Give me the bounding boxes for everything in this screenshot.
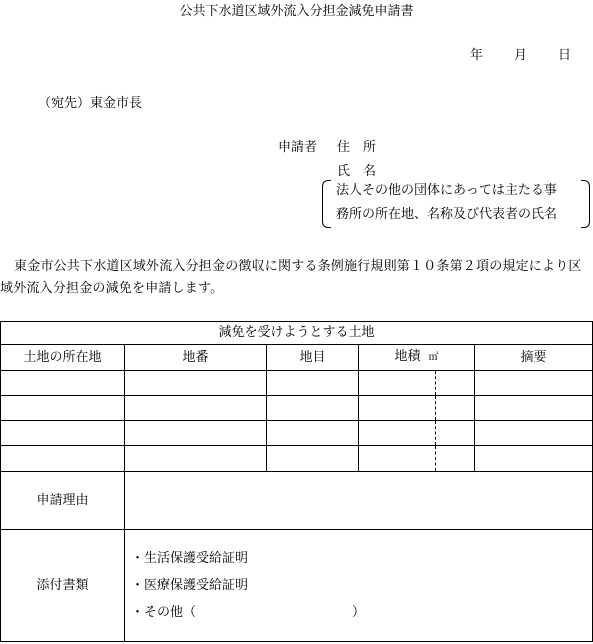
attachment-item: ・生活保護受給証明 xyxy=(131,551,249,566)
land-category-cell[interactable] xyxy=(267,421,359,446)
document-title: 公共下水道区域外流入分担金減免申請書 xyxy=(179,4,414,19)
corporation-note-line-2: 務所の所在地、名称及び代表者の氏名 xyxy=(336,207,558,222)
area-decimal-divider xyxy=(435,421,436,445)
date-month: 月 xyxy=(514,48,528,63)
bracket-left xyxy=(322,180,331,228)
date-day: 日 xyxy=(558,48,572,63)
bracket-right xyxy=(581,180,590,228)
body-paragraph: 東金市公共下水道区域外流入分担金の徴収に関する条例施行規則第１０条第２項の規定により区域外流入分担金の減免を申請します。 xyxy=(0,259,582,296)
table-row xyxy=(1,371,593,396)
attachment-item: ・医療保護受給証明 xyxy=(131,578,249,593)
corporation-note-line-1: 法人その他の団体にあっては主たる事 xyxy=(336,183,557,198)
lot-number-cell[interactable] xyxy=(125,446,267,472)
header-lot-number: 地番 xyxy=(125,345,267,371)
location-cell[interactable] xyxy=(1,446,125,472)
reason-field[interactable] xyxy=(125,472,593,530)
location-cell[interactable] xyxy=(1,396,125,421)
table-row xyxy=(1,396,593,421)
attachments-label: 添付書類 xyxy=(1,530,125,642)
lot-number-cell[interactable] xyxy=(125,396,267,421)
applicant-label: 申請者 xyxy=(278,140,318,155)
table-row xyxy=(1,446,593,472)
remarks-cell[interactable] xyxy=(475,396,593,421)
date-line xyxy=(470,48,571,64)
area-cell[interactable] xyxy=(359,371,475,396)
land-category-cell[interactable] xyxy=(267,396,359,421)
remarks-cell[interactable] xyxy=(475,446,593,472)
reason-label: 申請理由 xyxy=(1,472,125,530)
corporation-note xyxy=(322,180,590,228)
location-cell[interactable] xyxy=(1,421,125,446)
header-area-label: 地積 xyxy=(394,349,421,364)
area-cell[interactable] xyxy=(359,446,475,472)
land-table xyxy=(0,321,593,642)
area-cell[interactable] xyxy=(359,396,475,421)
table-row xyxy=(1,421,593,446)
remarks-cell[interactable] xyxy=(475,371,593,396)
address-label: 住 所 xyxy=(337,140,377,155)
attachments-list xyxy=(125,530,593,642)
location-cell[interactable] xyxy=(1,371,125,396)
area-decimal-divider xyxy=(435,371,436,395)
date-year: 年 xyxy=(470,48,484,63)
name-label: 氏 名 xyxy=(337,164,377,179)
header-area xyxy=(359,345,475,371)
header-land-category: 地目 xyxy=(267,345,359,371)
area-decimal-divider xyxy=(435,396,436,420)
header-area-unit: ㎡ xyxy=(428,352,439,363)
remarks-cell[interactable] xyxy=(475,421,593,446)
area-decimal-divider xyxy=(435,446,436,471)
lot-number-cell[interactable] xyxy=(125,421,267,446)
header-remarks: 摘要 xyxy=(475,345,593,371)
header-location: 土地の所在地 xyxy=(1,345,125,371)
table-section-title: 減免を受けようとする土地 xyxy=(1,322,593,345)
land-category-cell[interactable] xyxy=(267,446,359,472)
addressee: （宛先）東金市長 xyxy=(38,96,143,111)
land-category-cell[interactable] xyxy=(267,371,359,396)
area-cell[interactable] xyxy=(359,421,475,446)
lot-number-cell[interactable] xyxy=(125,371,267,396)
attachment-item: ・その他（ ） xyxy=(131,605,366,620)
